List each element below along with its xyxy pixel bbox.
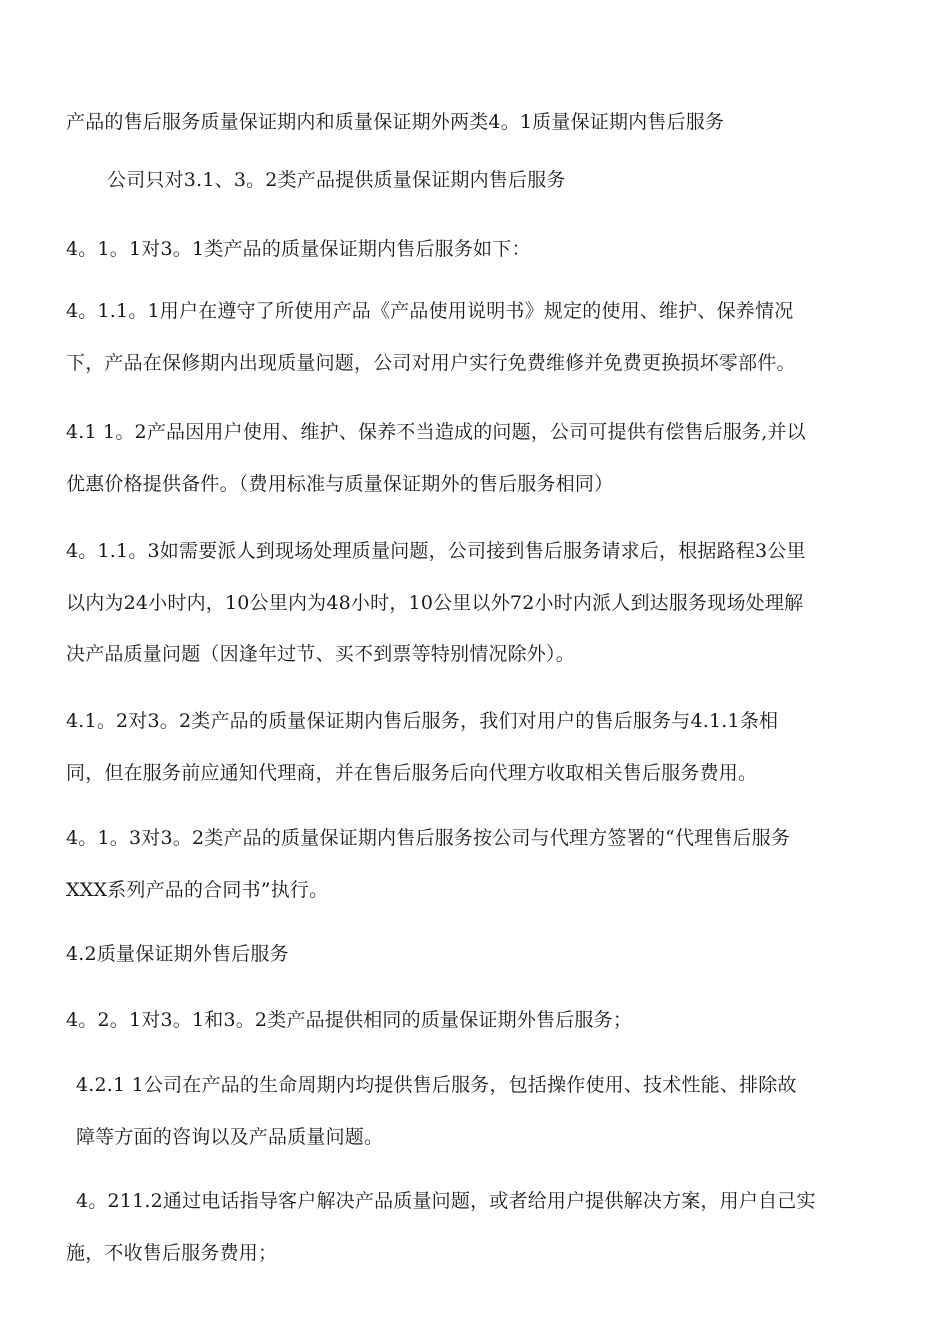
text-line-7: 优惠价格提供备件。（费用标准与质量保证期外的售后服务相同） [66, 473, 614, 495]
text-line-15: 4.2质量保证期外售后服务 [66, 943, 289, 965]
text-line-5: 下，产品在保修期内出现质量问题，公司对用户实行免费维修并免费更换损坏零部件。 [66, 352, 796, 374]
text-line-17: 4.2.1 1公司在产品的生命周期内均提供售后服务，包括操作使用、技术性能、排除故 [76, 1074, 797, 1096]
text-line-16: 4。2。1对3。1和3。2类产品提供相同的质量保证期外售后服务； [66, 1009, 633, 1031]
text-line-13: 4。1。3对3。2类产品的质量保证期内售后服务按公司与代理方签署的“代理售后服务 [66, 827, 791, 849]
text-line-8: 4。1.1。3如需要派人到现场处理质量问题，公司接到售后服务请求后，根据路程3公里 [66, 540, 806, 562]
text-line-14: XXX系列产品的合同书”执行。 [66, 879, 329, 901]
text-line-18: 障等方面的咨询以及产品质量问题。 [76, 1126, 384, 1148]
text-line-4: 4。1.1。1用户在遵守了所使用产品《产品使用说明书》规定的使用、维护、保养情况 [66, 300, 794, 322]
text-line-11: 4.1。2对3。2类产品的质量保证期内售后服务，我们对用户的售后服务与4.1.1条相 [66, 710, 779, 732]
text-line-10: 决产品质量问题（因逢年过节、买不到票等特别情况除外）。 [66, 643, 575, 665]
text-line-20: 施，不收售后服务费用； [66, 1242, 278, 1264]
text-line-1: 产品的售后服务质量保证期内和质量保证期外两类4。1质量保证期内售后服务 [66, 111, 725, 133]
text-line-6: 4.1 1。2产品因用户使用、维护、保养不当造成的问题，公司可提供有偿售后服务,并以 [66, 421, 806, 443]
text-line-3: 4。1。1对3。1类产品的质量保证期内售后服务如下： [66, 238, 531, 260]
text-line-12: 同，但在服务前应通知代理商，并在售后服务后向代理方收取相关售后服务费用。 [66, 762, 758, 784]
text-line-19: 4。211.2通过电话指导客户解决产品质量问题，或者给用户提供解决方案，用户自己实 [76, 1190, 816, 1212]
text-line-9: 以内为24小时内，10公里内为48小时，10公里以外72小时内派人到达服务现场处理解 [66, 592, 804, 614]
text-line-2: 公司只对3.1、3。2类产品提供质量保证期内售后服务 [107, 169, 566, 191]
